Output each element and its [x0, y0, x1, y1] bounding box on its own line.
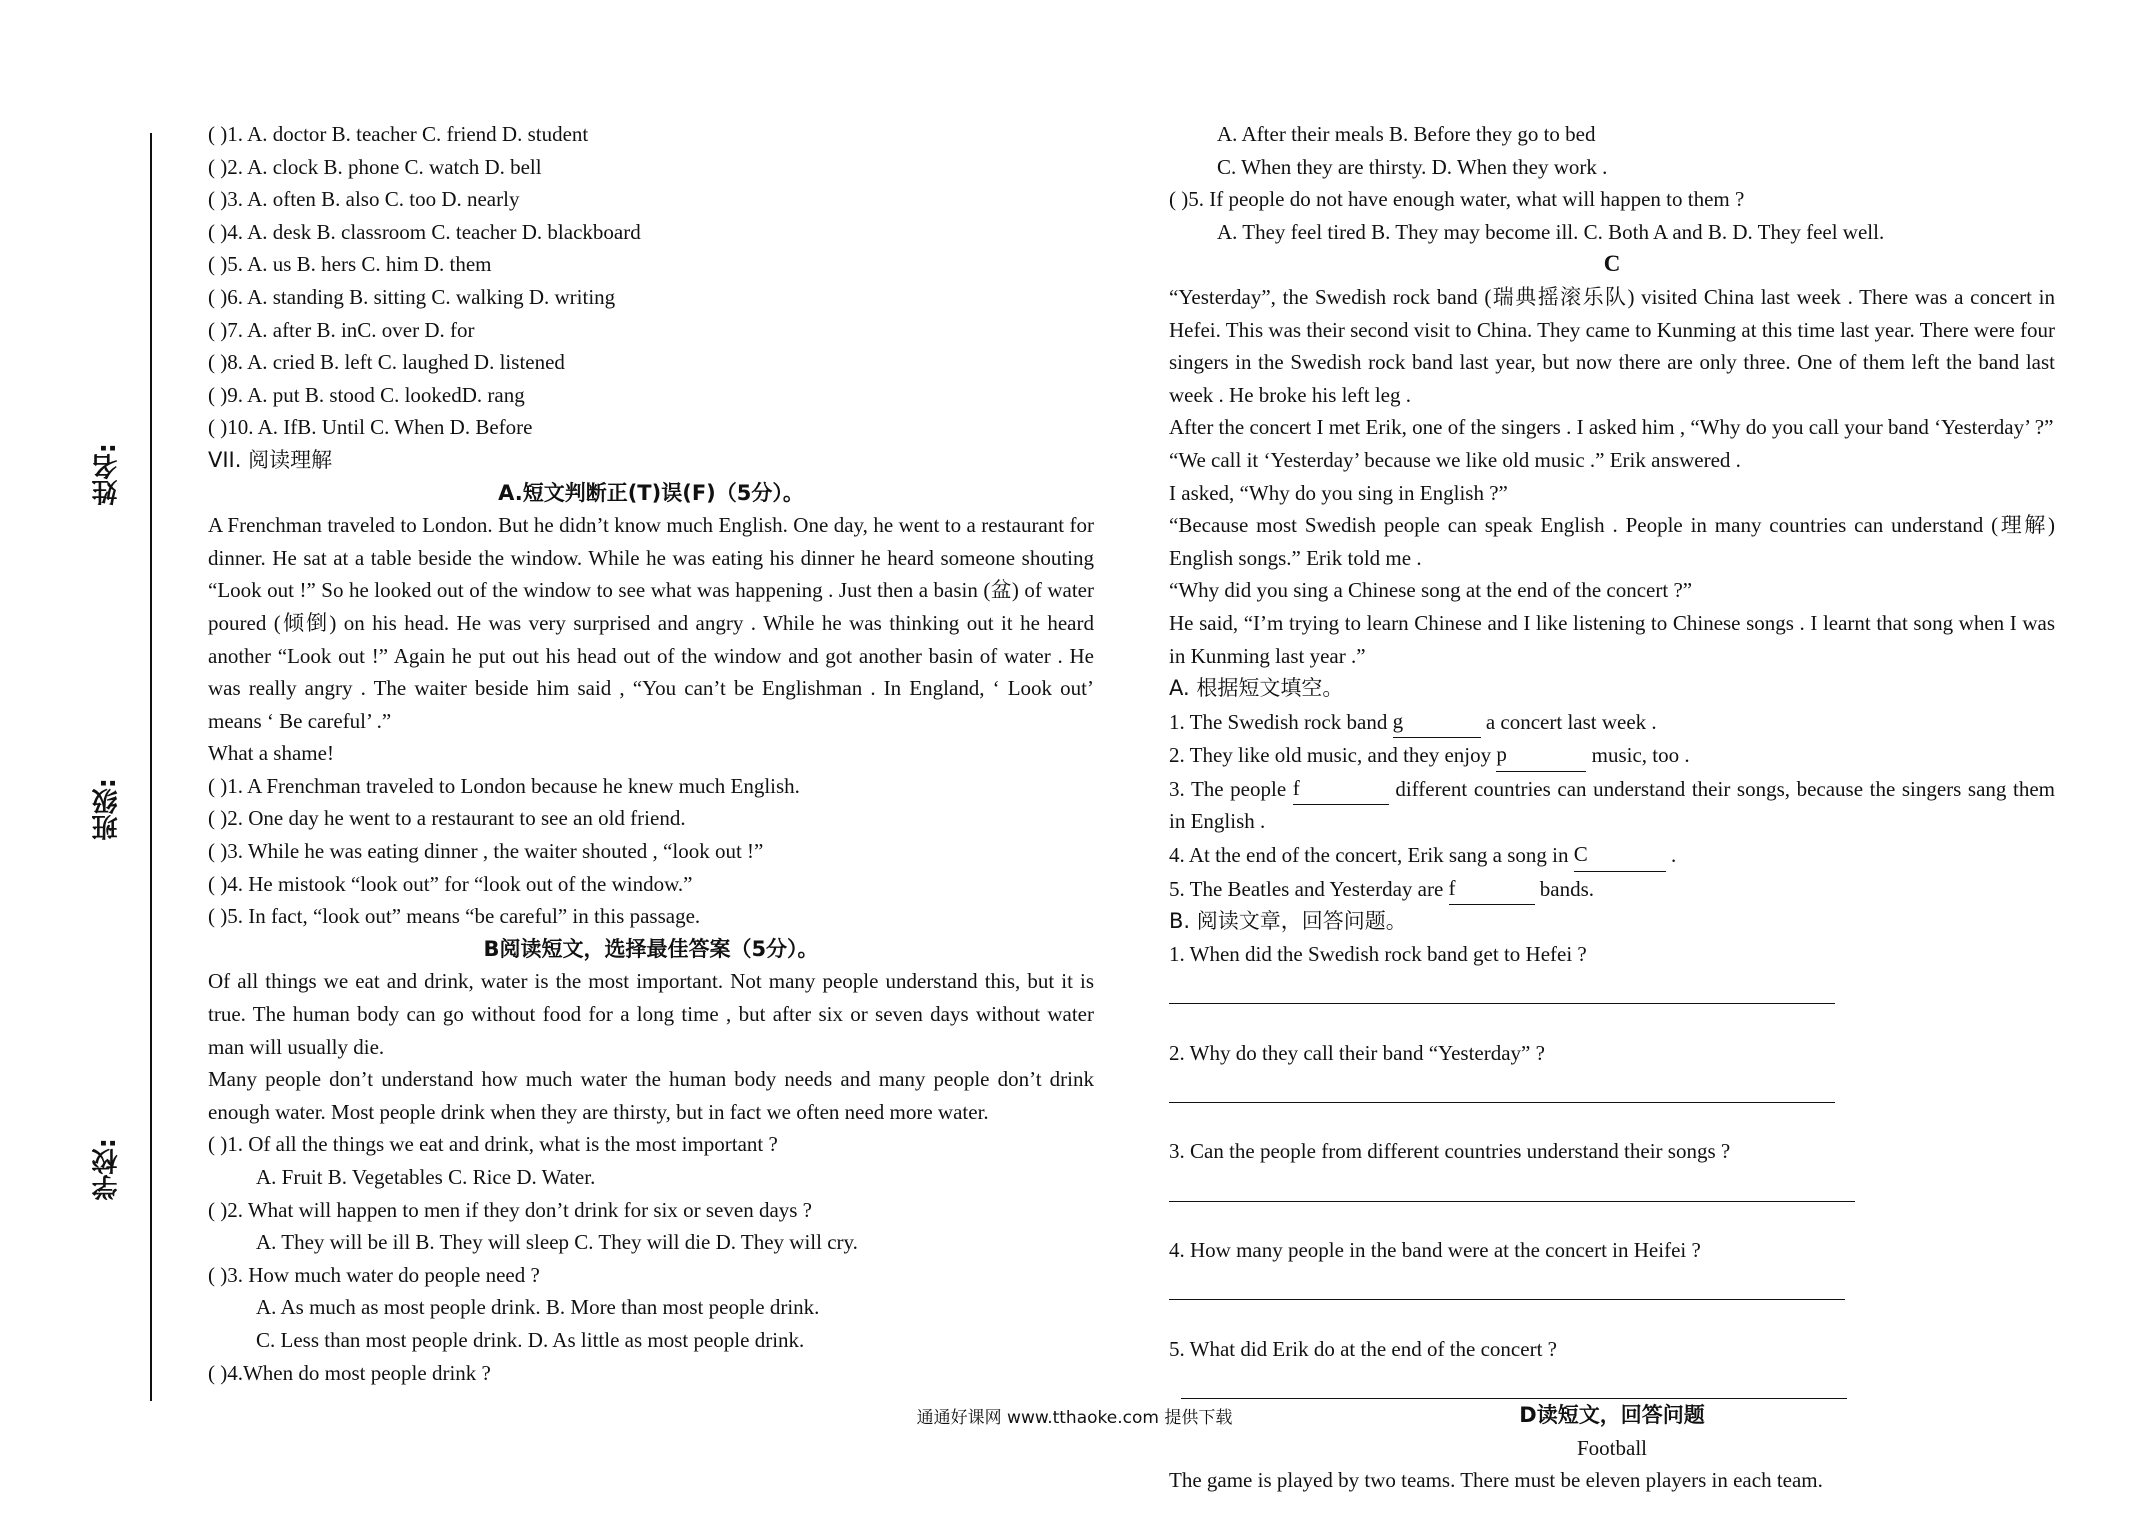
answer-line[interactable] — [1169, 970, 1835, 1004]
fill-item — [1169, 772, 2055, 838]
answer-line[interactable] — [1181, 1366, 1847, 1400]
fill-item — [1169, 738, 2055, 772]
fill-blank[interactable] — [1293, 772, 1389, 806]
cloze-item: ( )7. A. after B. inC. over D. for — [208, 317, 475, 342]
mc-question: ( )2. What will happen to men if they don’t drink for six or seven days ? — [208, 1197, 813, 1222]
cloze-item: ( )2. A. clock B. phone C. watch D. bell — [208, 154, 542, 179]
fill-text: 5. The Beatles and Yesterday are — [1169, 876, 1449, 901]
section-title: VII. 阅读理解 — [208, 447, 333, 472]
passage-c-paragraph: “Why did you sing a Chinese song at the end of the concert ?” — [1169, 578, 1693, 603]
qa-question: 4. How many people in the band were at the concert in Heifei ? — [1169, 1238, 1701, 1263]
fill-blank[interactable] — [1449, 872, 1535, 906]
cloze-item: ( )10. A. IfB. Until C. When D. Before — [208, 415, 533, 440]
cloze-item: ( )6. A. standing B. sitting C. walking D. writing — [208, 284, 616, 309]
fill-letter: g — [1392, 708, 1404, 733]
mc-question: ( )3. How much water do people need ? — [208, 1262, 540, 1287]
cloze-item: ( )9. A. put B. stood C. lookedD. rang — [208, 382, 525, 407]
mc-options: A. After their meals B. Before they go to bed — [1217, 122, 1596, 146]
mc-question: ( )1. Of all the things we eat and drink, what is the most important ? — [208, 1132, 778, 1157]
section-d-subtitle: Football — [1576, 1435, 1647, 1460]
fill-text: a concert last week . — [1480, 709, 1657, 734]
fill-text: 1. The Swedish rock band — [1169, 709, 1393, 734]
fill-letter: f — [1292, 775, 1300, 800]
fill-text: . — [1665, 843, 1677, 868]
fill-text: different countries can understand their songs, because the singers sang them in English . — [1169, 776, 2055, 834]
binding-line — [150, 133, 152, 1401]
fill-item — [1169, 705, 2055, 739]
section-d-title: D读短文，回答问题 — [1519, 1403, 1705, 1428]
tf-question: ( )1. A Frenchman traveled to London because he knew much English. — [208, 773, 800, 798]
mc-question: ( )4.When do most people drink ? — [208, 1360, 491, 1385]
page-footer: 通通好课网 www.tthaoke.com 提供下载 — [916, 1408, 1233, 1428]
passage-c-paragraph: “We call it ‘Yesterday’ because we like old music .” Erik answered . — [1169, 447, 1741, 472]
answer-line[interactable] — [1169, 1168, 1855, 1202]
tf-question: ( )5. In fact, “look out” means “be careful” in this passage. — [208, 904, 701, 929]
cloze-item: ( )1. A. doctor B. teacher C. friend D. student — [208, 122, 589, 146]
tf-question: ( )3. While he was eating dinner , the waiter shouted , “look out !” — [208, 839, 764, 864]
fill-item — [1169, 872, 2055, 906]
right-column — [1169, 118, 2055, 1497]
section-c-title: C — [1603, 251, 1621, 277]
qa-section-title: B. 阅读文章，回答问题。 — [1169, 909, 1407, 934]
mc-options: A. They feel tired B. They may become ill. C. Both A and B. D. They feel well. — [1217, 219, 1885, 244]
mc-question: ( )5. If people do not have enough water, what will happen to them ? — [1169, 187, 1745, 212]
fill-letter: C — [1573, 842, 1588, 867]
fill-blank[interactable] — [1496, 738, 1586, 772]
cloze-item: ( )8. A. cried B. left C. laughed D. listened — [208, 350, 565, 375]
tf-question: ( )4. He mistook “look out” for “look out of the window.” — [208, 871, 693, 896]
passage-c-paragraph: “Because most Swedish people can speak English . People in many countries can understand (理解) English songs.” Erik told me . — [1169, 513, 2055, 570]
fill-text: 2. They like old music, and they enjoy — [1169, 743, 1497, 768]
qa-question: 5. What did Erik do at the end of the concert ? — [1169, 1336, 1557, 1361]
passage-c-paragraph: After the concert I met Erik, one of the singers . I asked him , “Why do you call your band ‘Yesterday’ ?” — [1169, 415, 2054, 440]
fill-section-title: A. 根据短文填空。 — [1169, 676, 1344, 701]
fill-text: 3. The people — [1169, 776, 1293, 801]
passage-b-paragraph: Of all things we eat and drink, water is the most important. Not many people understand this, but it is true. The human body can go without food for a long time , but after six or seven days without water man will usually die. — [208, 969, 1094, 1059]
passage-a-paragraph: What a shame! — [208, 741, 334, 766]
fill-item — [1169, 838, 2055, 872]
fill-letter: p — [1496, 742, 1507, 767]
mc-options: A. They will be ill B. They will sleep C. They will die D. They will cry. — [256, 1230, 858, 1255]
section-a-title: A.短文判断正(T)误(F)（5分）。 — [498, 480, 804, 505]
qa-question: 3. Can the people from different countries understand their songs ? — [1169, 1139, 1731, 1164]
answer-line[interactable] — [1169, 1267, 1845, 1301]
section-b-title: B阅读短文，选择最佳答案（5分）。 — [483, 936, 819, 961]
passage-c-paragraph: “Yesterday”, the Swedish rock band (瑞典摇滚乐队) visited China last week . There was a concert in Hefei. This was their second visit to China. They came to Kunming at this time last year. There were four singers in the Swedish rock band last year, but now there are only three. One of them left the band last week . He broke his left leg . — [1169, 284, 2055, 407]
fill-letter: f — [1448, 875, 1456, 900]
cloze-item: ( )4. A. desk B. classroom C. teacher D. blackboard — [208, 219, 641, 244]
fill-text: 4. At the end of the concert, Erik sang a song in — [1169, 843, 1574, 868]
cloze-item: ( )5. A. us B. hers C. him D. them — [208, 252, 492, 277]
cloze-item: ( )3. A. often B. also C. too D. nearly — [208, 187, 520, 212]
passage-c-paragraph: I asked, “Why do you sing in English ?” — [1169, 480, 1508, 505]
qa-question: 1. When did the Swedish rock band get to Hefei ? — [1169, 941, 1587, 966]
fill-blank[interactable] — [1393, 705, 1481, 739]
passage-d-line: The game is played by two teams. There must be eleven players in each team. — [1169, 1468, 1823, 1493]
fill-blank[interactable] — [1574, 838, 1666, 872]
fill-text: music, too . — [1586, 743, 1690, 768]
passage-b-paragraph: Many people don’t understand how much water the human body needs and many people don’t drink enough water. Most people drink when they are thirsty, but in fact we often need more water. — [208, 1067, 1094, 1124]
cloze-options — [208, 118, 1094, 444]
passage-a-paragraph: A Frenchman traveled to London. But he didn’t know much English. One day, he went to a restaurant for dinner. He sat at a table beside the window. While he was eating his dinner he heard someone shouting “Look out !” So he looked out of the window to see what was happening . Just then a basin (盆) of water poured (倾倒) on his head. He was very surprised and angry . While he was thinking out it he heard another “Look out !” Again he put out his head out of the window and got another basin of water . He was really angry . The waiter beside him said , “You can’t be Englishman . In England, ‘ Look out’ means ‘ Be careful’ .” — [208, 513, 1094, 733]
qa-question: 2. Why do they call their band “Yesterday” ? — [1169, 1040, 1545, 1065]
passage-c-paragraph: He said, “I’m trying to learn Chinese and I like listening to Chinese songs . I learnt that song when I was in Kunming last year .” — [1169, 610, 2055, 668]
mc-options: A. Fruit B. Vegetables C. Rice D. Water. — [256, 1165, 596, 1189]
name-label: 姓名: — [92, 443, 122, 506]
answer-line[interactable] — [1169, 1069, 1835, 1103]
tf-question: ( )2. One day he went to a restaurant to see an old friend. — [208, 806, 686, 831]
school-label: 学校: — [92, 1138, 122, 1201]
fill-text: bands. — [1534, 876, 1595, 901]
mc-options: A. As much as most people drink. B. More than most people drink. — [256, 1295, 820, 1320]
class-label: 班级: — [92, 778, 122, 841]
mc-options: C. When they are thirsty. D. When they work . — [1217, 154, 1608, 179]
mc-options: C. Less than most people drink. D. As little as most people drink. — [256, 1327, 805, 1352]
left-column — [208, 118, 1094, 1389]
